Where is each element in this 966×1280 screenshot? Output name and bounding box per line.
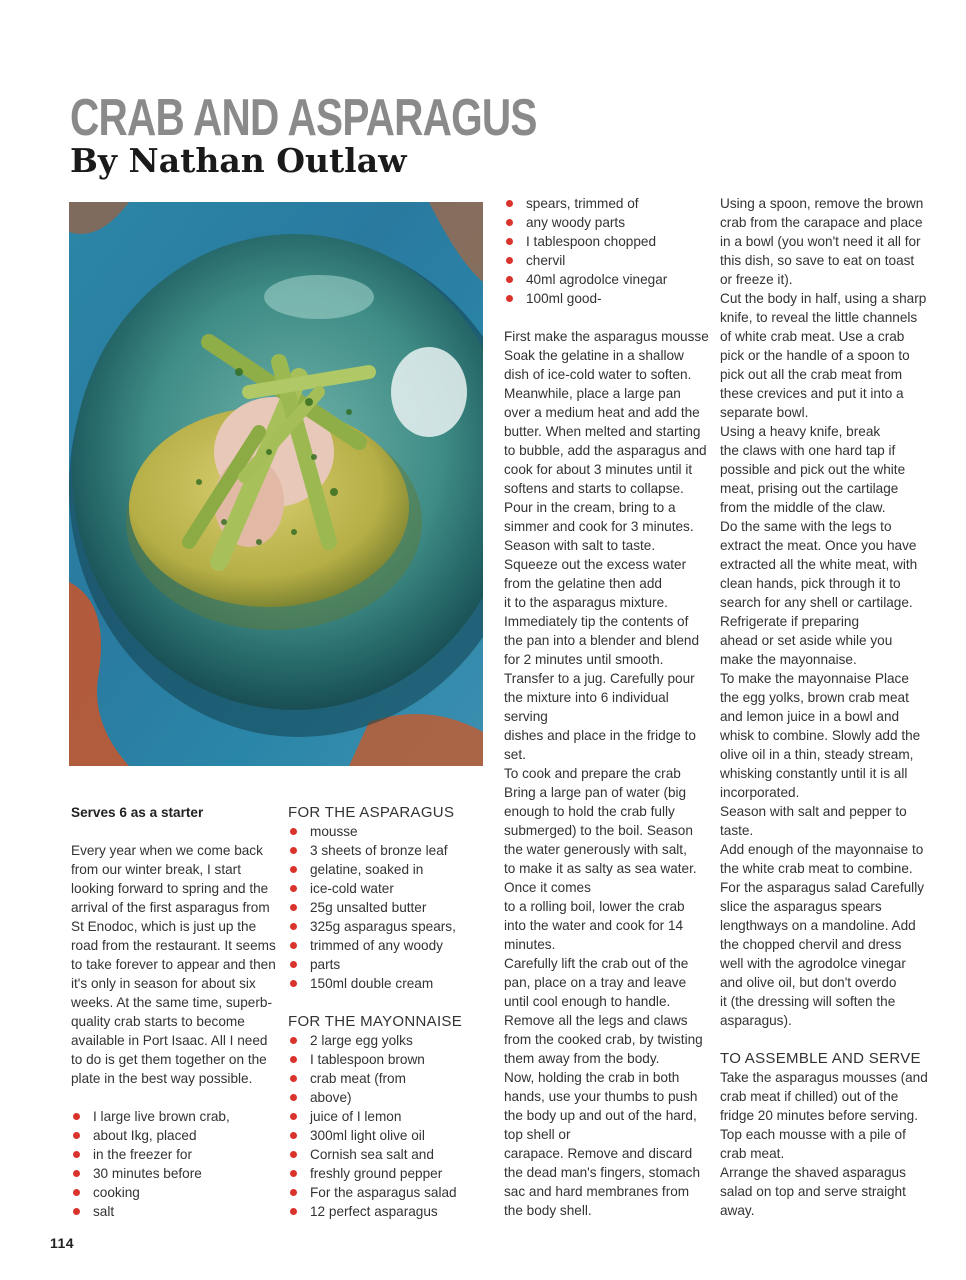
salad-ingredients-list bbox=[504, 194, 710, 308]
ingredient-item: I tablespoon chopped bbox=[504, 232, 710, 251]
mayonnaise-heading: FOR THE MAYONNAISE bbox=[288, 1013, 463, 1030]
text-line: crab meat if chilled) out of the bbox=[720, 1089, 899, 1104]
ingredient-item: above) bbox=[288, 1088, 493, 1107]
text-line: hands, use your thumbs to push bbox=[504, 1089, 698, 1104]
text-line: clean hands, pick through it to bbox=[720, 576, 901, 591]
intro-line: looking forward to spring and the bbox=[71, 881, 269, 896]
text-line: sac and hard membranes from bbox=[504, 1184, 690, 1199]
text-line: from the cooked crab, by twisting bbox=[504, 1032, 703, 1047]
assemble-heading: TO ASSEMBLE AND SERVE bbox=[720, 1050, 921, 1067]
ingredient-item: 325g asparagus spears, bbox=[288, 917, 493, 936]
text-line: To cook and prepare the crab bbox=[504, 766, 681, 781]
ingredient-item: crab meat (from bbox=[288, 1069, 493, 1088]
method-text bbox=[720, 194, 940, 1030]
ingredient-item: 25g unsalted butter bbox=[288, 898, 493, 917]
intro-line: it's only in season for about six bbox=[71, 976, 256, 991]
text-line: Remove all the legs and claws bbox=[504, 1013, 688, 1028]
crab-ingredients-list bbox=[71, 1107, 276, 1221]
text-line: these crevices and put it into a bbox=[720, 386, 904, 401]
ingredient-item: cooking bbox=[71, 1183, 276, 1202]
ingredient-item: 12 perfect asparagus bbox=[288, 1202, 493, 1221]
text-line: enough to hold the crab fully bbox=[504, 804, 675, 819]
text-line: Do the same with the legs to bbox=[720, 519, 892, 534]
serves-text: Serves 6 as a starter bbox=[71, 805, 204, 820]
intro-paragraph bbox=[71, 841, 276, 1088]
text-line: over a medium heat and add the bbox=[504, 405, 700, 420]
text-line: simmer and cook for 3 minutes. bbox=[504, 519, 694, 534]
recipe-title: CRAB AND ASPARAGUS bbox=[70, 89, 537, 147]
column-method-2 bbox=[720, 194, 940, 1220]
intro-line: arrival of the first asparagus from bbox=[71, 900, 270, 915]
text-line: softens and starts to collapse. bbox=[504, 481, 684, 496]
ingredient-item: 150ml double cream bbox=[288, 974, 493, 993]
ingredient-item: juice of I lemon bbox=[288, 1107, 493, 1126]
text-line: well with the agrodolce vinegar bbox=[720, 956, 906, 971]
ingredient-item: I tablespoon brown bbox=[288, 1050, 493, 1069]
column-method-1 bbox=[504, 194, 710, 1220]
column-ingredients bbox=[288, 803, 493, 1221]
ingredient-item: any woody parts bbox=[504, 213, 710, 232]
text-line: butter. When melted and starting bbox=[504, 424, 701, 439]
text-line: Carefully lift the crab out of the bbox=[504, 956, 689, 971]
ingredient-item: about Ikg, placed bbox=[71, 1126, 276, 1145]
text-line: whisk to combine. Slowly add the bbox=[720, 728, 921, 743]
text-line: For the asparagus salad Carefully bbox=[720, 880, 925, 895]
text-line: until cool enough to handle. bbox=[504, 994, 671, 1009]
text-line: dishes and place in the fridge to bbox=[504, 728, 696, 743]
text-line: the chopped chervil and dress bbox=[720, 937, 902, 952]
text-line: the dead man's fingers, stomach bbox=[504, 1165, 701, 1180]
text-line: Once it comes bbox=[504, 880, 591, 895]
intro-line: road from the restaurant. It seems bbox=[71, 938, 276, 953]
ingredient-item: freshly ground pepper bbox=[288, 1164, 493, 1183]
intro-line: to take forever to appear and then bbox=[71, 957, 276, 972]
page-number: 114 bbox=[50, 1235, 75, 1251]
text-line: Arrange the shaved asparagus bbox=[720, 1165, 906, 1180]
column-intro bbox=[71, 803, 276, 1221]
text-line: possible and pick out the white bbox=[720, 462, 906, 477]
text-line: to make it as salty as sea water. bbox=[504, 861, 697, 876]
text-line: extract the meat. Once you have bbox=[720, 538, 917, 553]
text-line: Refrigerate if preparing bbox=[720, 614, 860, 629]
text-line: Using a spoon, remove the brown bbox=[720, 196, 924, 211]
text-line: pan, place on a tray and leave bbox=[504, 975, 687, 990]
ingredient-item: 2 large egg yolks bbox=[288, 1031, 493, 1050]
text-line: set. bbox=[504, 747, 526, 762]
ingredient-item: salt bbox=[71, 1202, 276, 1221]
ingredient-item: mousse bbox=[288, 822, 493, 841]
ingredient-item: Cornish sea salt and bbox=[288, 1145, 493, 1164]
text-line: cook for about 3 minutes until it bbox=[504, 462, 693, 477]
text-line: olive oil in a thin, steady stream, bbox=[720, 747, 914, 762]
text-line: it to the asparagus mixture. bbox=[504, 595, 668, 610]
text-line: away. bbox=[720, 1203, 755, 1218]
text-line: Bring a large pan of water (big bbox=[504, 785, 687, 800]
text-line: dish of ice-cold water to soften. bbox=[504, 367, 692, 382]
ingredient-item: parts bbox=[288, 955, 493, 974]
text-line: the water generously with salt, bbox=[504, 842, 687, 857]
ingredient-item: trimmed of any woody bbox=[288, 936, 493, 955]
ingredient-item: 100ml good- bbox=[504, 289, 710, 308]
text-line: First make the asparagus mousse bbox=[504, 329, 709, 344]
text-line: separate bowl. bbox=[720, 405, 809, 420]
text-line: Transfer to a jug. Carefully pour bbox=[504, 671, 695, 686]
text-line: Season with salt to taste. bbox=[504, 538, 656, 553]
text-line: the pan into a blender and blend bbox=[504, 633, 700, 648]
text-line: the body up and out of the hard, bbox=[504, 1108, 697, 1123]
ingredient-item: chervil bbox=[504, 251, 710, 270]
text-line: incorporated. bbox=[720, 785, 800, 800]
ingredient-item: 300ml light olive oil bbox=[288, 1126, 493, 1145]
intro-line: St Enodoc, which is just up the bbox=[71, 919, 257, 934]
ingredient-item: in the freezer for bbox=[71, 1145, 276, 1164]
text-line: in a bowl (you won't need it all for bbox=[720, 234, 921, 249]
text-line: of white crab meat. Use a crab bbox=[720, 329, 905, 344]
intro-line: quality crab starts to become bbox=[71, 1014, 245, 1029]
text-line: it (the dressing will soften the bbox=[720, 994, 896, 1009]
text-line: crab meat. bbox=[720, 1146, 785, 1161]
text-line: Squeeze out the excess water bbox=[504, 557, 687, 572]
text-line: fridge 20 minutes before serving. bbox=[720, 1108, 918, 1123]
text-line: the body shell. bbox=[504, 1203, 592, 1218]
intro-line: from our winter break, I start bbox=[71, 862, 241, 877]
intro-line: Every year when we come back bbox=[71, 843, 263, 858]
text-line: or freeze it). bbox=[720, 272, 793, 287]
text-line: submerged) to the boil. Season bbox=[504, 823, 693, 838]
method-text bbox=[504, 327, 710, 1220]
text-line: To make the mayonnaise Place bbox=[720, 671, 909, 686]
intro-line: available in Port Isaac. All I need bbox=[71, 1033, 268, 1048]
text-line: extracted all the white meat, with bbox=[720, 557, 918, 572]
text-line: asparagus). bbox=[720, 1013, 792, 1028]
text-line: to bubble, add the asparagus and bbox=[504, 443, 707, 458]
asparagus-heading: FOR THE ASPARAGUS bbox=[288, 804, 455, 821]
text-line: to a rolling boil, lower the crab bbox=[504, 899, 685, 914]
text-line: carapace. Remove and discard bbox=[504, 1146, 693, 1161]
text-line: Cut the body in half, using a sharp bbox=[720, 291, 927, 306]
text-line: Meanwhile, place a large pan bbox=[504, 386, 681, 401]
ingredient-item: 3 sheets of bronze leaf bbox=[288, 841, 493, 860]
text-line: the claws with one hard tap if bbox=[720, 443, 896, 458]
text-line: the mixture into 6 individual bbox=[504, 690, 669, 705]
text-line: Top each mousse with a pile of bbox=[720, 1127, 906, 1142]
text-line: crab from the carapace and place bbox=[720, 215, 923, 230]
text-line: Pour in the cream, bring to a bbox=[504, 500, 676, 515]
text-line: Add enough of the mayonnaise to bbox=[720, 842, 924, 857]
text-line: the egg yolks, brown crab meat bbox=[720, 690, 909, 705]
text-line: and lemon juice in a bowl and bbox=[720, 709, 900, 724]
text-line: minutes. bbox=[504, 937, 556, 952]
asparagus-ingredients-list bbox=[288, 822, 493, 993]
text-line: salad on top and serve straight bbox=[720, 1184, 906, 1199]
text-line: meat, prising out the cartilage bbox=[720, 481, 899, 496]
assemble-text bbox=[720, 1068, 940, 1220]
text-line: into the water and cook for 14 bbox=[504, 918, 684, 933]
ingredient-item: gelatine, soaked in bbox=[288, 860, 493, 879]
ingredient-item: spears, trimmed of bbox=[504, 194, 710, 213]
text-line: knife, to reveal the little channels bbox=[720, 310, 918, 325]
text-line: and olive oil, but don't overdo bbox=[720, 975, 897, 990]
text-line: ahead or set aside while you bbox=[720, 633, 893, 648]
text-line: this dish, so save to eat on toast bbox=[720, 253, 915, 268]
intro-line: plate in the best way possible. bbox=[71, 1071, 253, 1086]
text-line: pick or the handle of a spoon to bbox=[720, 348, 910, 363]
text-line: Season with salt and pepper to bbox=[720, 804, 907, 819]
ingredient-item: 30 minutes before bbox=[71, 1164, 276, 1183]
text-line: Immediately tip the contents of bbox=[504, 614, 689, 629]
text-line: the white crab meat to combine. bbox=[720, 861, 913, 876]
text-line: whisking constantly until it is all bbox=[720, 766, 908, 781]
ingredient-item: I large live brown crab, bbox=[71, 1107, 276, 1126]
ingredient-item: ice-cold water bbox=[288, 879, 493, 898]
text-line: Using a heavy knife, break bbox=[720, 424, 881, 439]
ingredient-item: For the asparagus salad bbox=[288, 1183, 493, 1202]
mayonnaise-ingredients-list bbox=[288, 1031, 493, 1221]
text-line: them away from the body. bbox=[504, 1051, 660, 1066]
text-line: slice the asparagus spears bbox=[720, 899, 882, 914]
text-line: from the gelatine then add bbox=[504, 576, 662, 591]
recipe-byline: By Nathan Outlaw bbox=[70, 141, 407, 180]
text-line: taste. bbox=[720, 823, 754, 838]
text-line: top shell or bbox=[504, 1127, 571, 1142]
text-line: Take the asparagus mousses (and bbox=[720, 1070, 928, 1085]
intro-line: weeks. At the same time, superb- bbox=[71, 995, 272, 1010]
intro-line: to do is get them together on the bbox=[71, 1052, 267, 1067]
text-line: search for any shell or cartilage. bbox=[720, 595, 913, 610]
text-line: pick out all the crab meat from bbox=[720, 367, 903, 382]
text-line: serving bbox=[504, 709, 548, 724]
text-line: make the mayonnaise. bbox=[720, 652, 857, 667]
ingredient-item: 40ml agrodolce vinegar bbox=[504, 270, 710, 289]
text-line: from the middle of the claw. bbox=[720, 500, 886, 515]
text-line: Soak the gelatine in a shallow bbox=[504, 348, 684, 363]
dish-photo bbox=[69, 202, 483, 766]
text-line: Now, holding the crab in both bbox=[504, 1070, 680, 1085]
text-line: for 2 minutes until smooth. bbox=[504, 652, 664, 667]
text-line: lengthways on a mandoline. Add bbox=[720, 918, 916, 933]
